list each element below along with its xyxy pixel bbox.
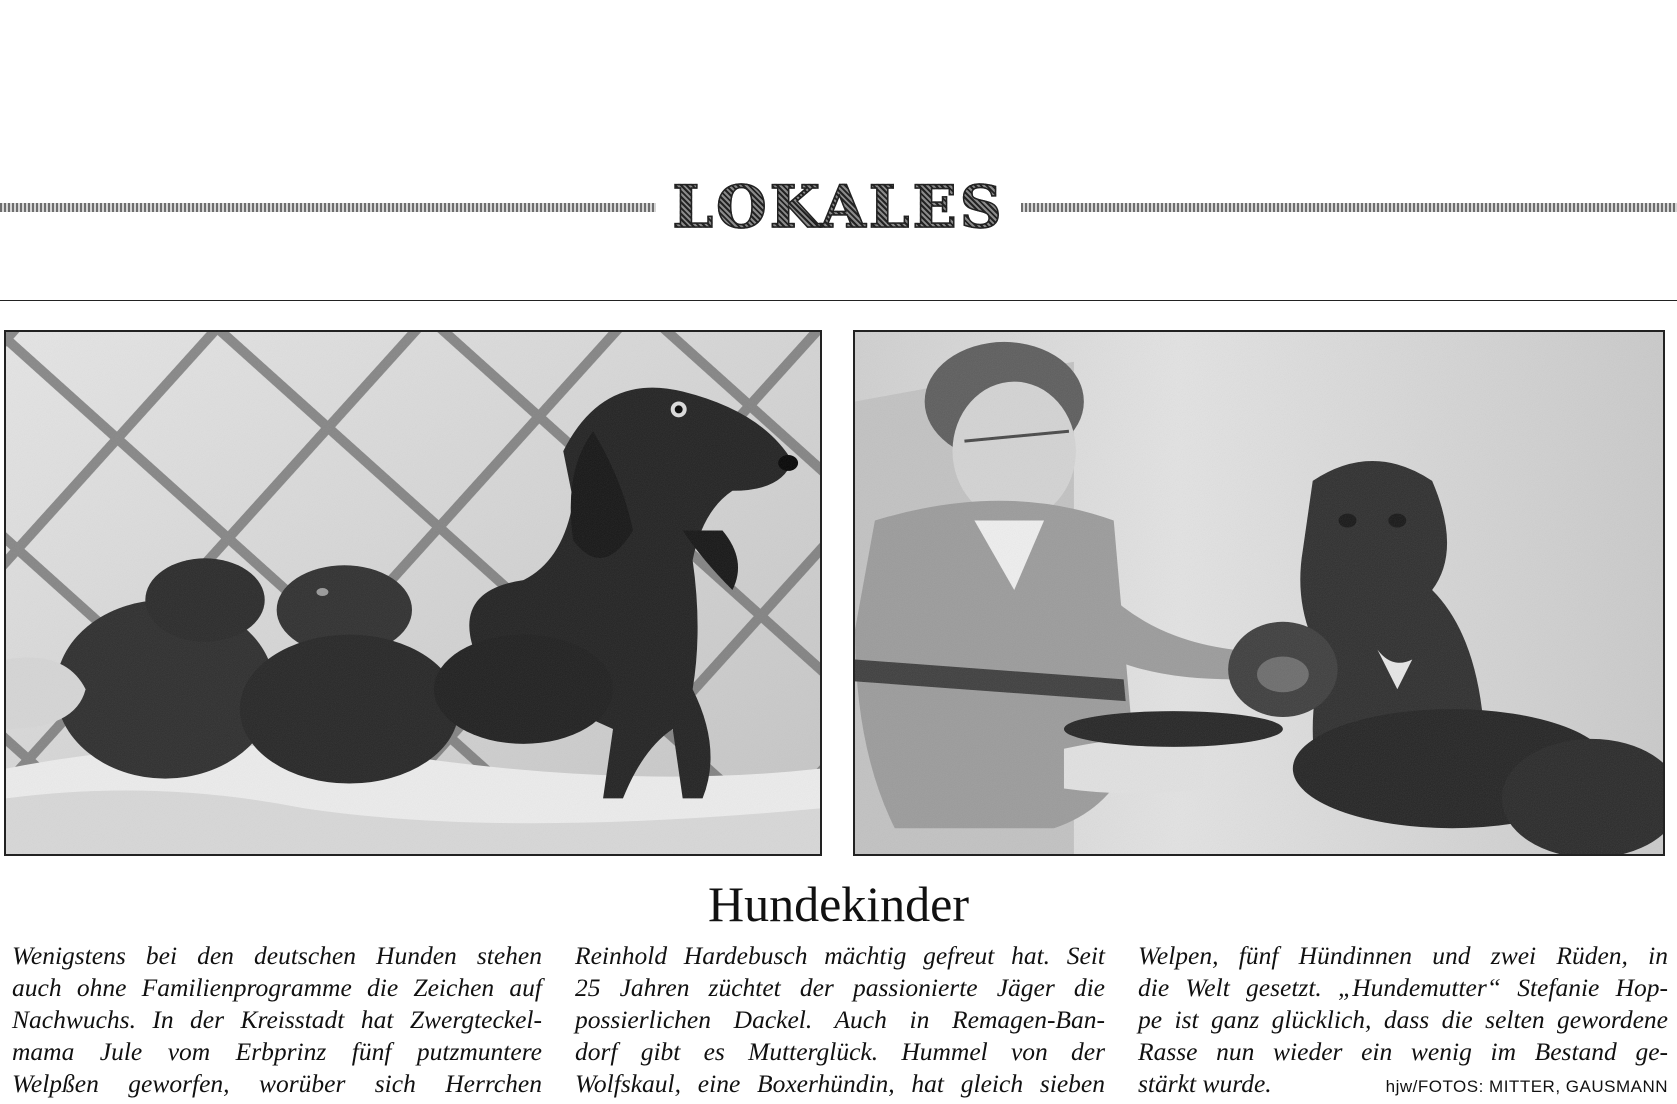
- article-line: die Welt gesetzt. „Hundemutter“ Stefanie Hop-: [1138, 973, 1668, 1002]
- article-last-line: [1138, 1068, 1668, 1103]
- article-line: Rasse nun wieder ein wenig im Bestand ge-: [1138, 1037, 1668, 1066]
- article-line: 25 Jahren züchtet der passionierte Jäger die: [575, 973, 1105, 1002]
- article-line: Nachwuchs. In der Kreisstadt hat Zwergteckel-: [12, 1005, 542, 1034]
- article-line: dorf gibt es Mutterglück. Hummel von der: [575, 1037, 1105, 1066]
- section-header: [0, 172, 1677, 242]
- section-header-rule-right: [1021, 203, 1677, 212]
- section-header-rule-left: [0, 203, 656, 212]
- article-line: Wenigstens bei den deutschen Hunden stehen: [12, 941, 542, 970]
- article-headline: Hundekinder: [707, 876, 970, 932]
- article-column-2: [575, 940, 1105, 1100]
- article-line: Welpen, fünf Hündinnen und zwei Rüden, in: [1138, 941, 1668, 970]
- article-column-1: [12, 940, 542, 1100]
- article-line: mama Jule vom Erbprinz fünf putzmuntere: [12, 1037, 542, 1066]
- page-divider: [0, 300, 1677, 301]
- article-line: pe ist ganz glücklich, dass die selten gewordene: [1138, 1005, 1668, 1034]
- article-line: stärkt wurde.: [1138, 1069, 1272, 1098]
- dachshund-puppies-photo: [4, 330, 822, 856]
- article-line: Welpßen geworfen, worüber sich Herrchen: [12, 1069, 542, 1098]
- photo-credit: hjw/FOTOS: MITTER, GAUSMANN: [1385, 1077, 1668, 1096]
- woman-with-boxer-puppies-photo: [853, 330, 1665, 856]
- article-line: Reinhold Hardebusch mächtig gefreut hat. Seit: [575, 941, 1105, 970]
- article-line: possierlichen Dackel. Auch in Remagen-Ban-: [575, 1005, 1105, 1034]
- article-column-3: [1138, 940, 1668, 1103]
- article-line: auch ohne Familienprogramme die Zeichen auf: [12, 973, 542, 1002]
- section-title: LOKALES: [656, 173, 1020, 241]
- article-line: Wolfskaul, eine Boxerhündin, hat gleich sieben: [575, 1069, 1105, 1098]
